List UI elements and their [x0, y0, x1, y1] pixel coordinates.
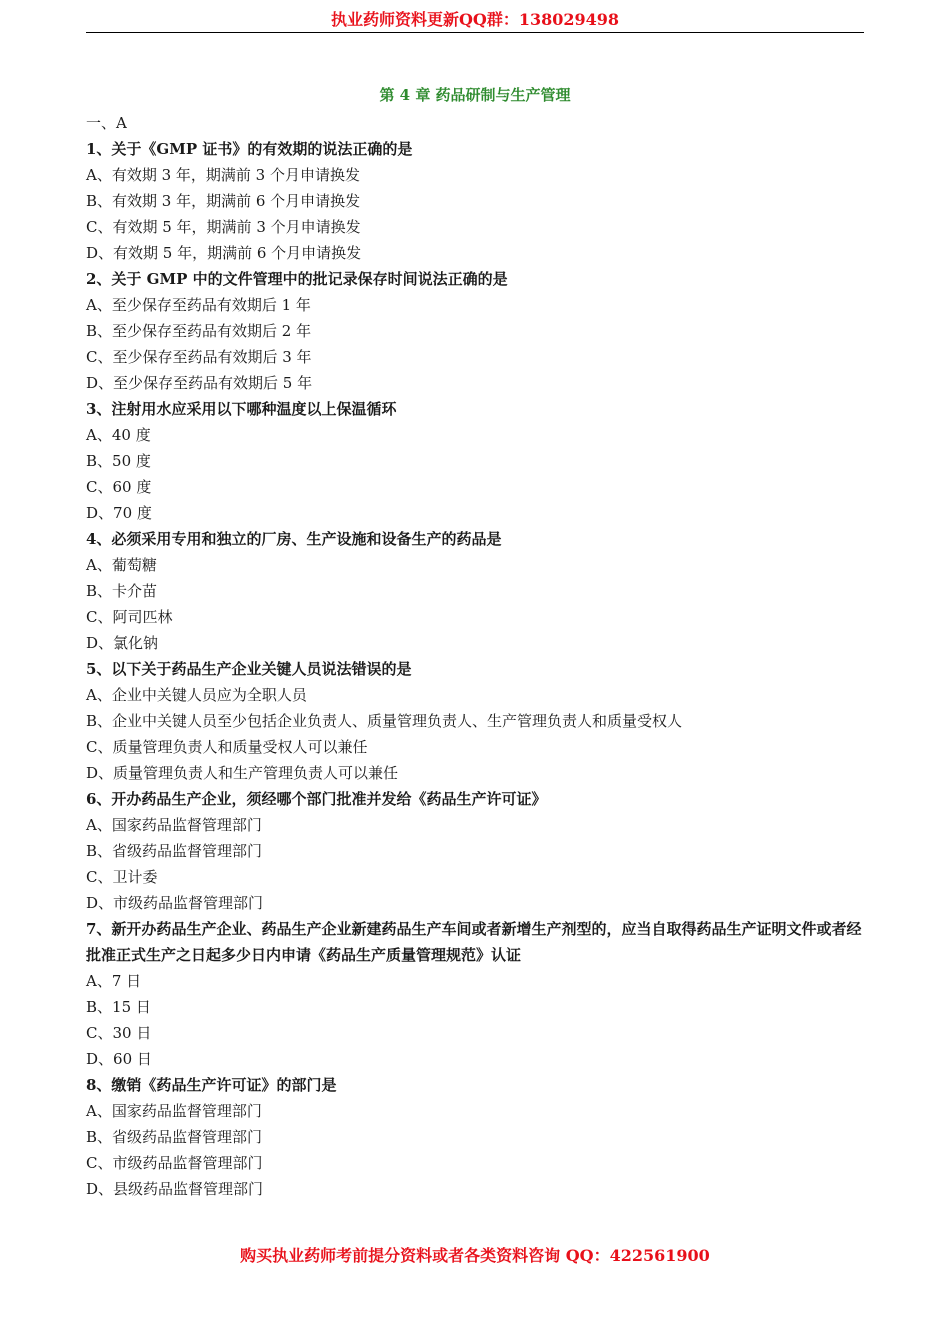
question-list — [86, 110, 866, 1202]
option-b: B、省级药品监督管理部门 — [86, 1128, 263, 1146]
page-footer — [0, 1244, 950, 1268]
option-a: A、国家药品监督管理部门 — [86, 816, 262, 834]
option-d: D、市级药品监督管理部门 — [86, 894, 264, 912]
question-stem: 2、关于 GMP 中的文件管理中的批记录保存时间说法正确的是 — [86, 270, 508, 288]
question-stem: 8、缴销《药品生产许可证》的部门是 — [86, 1076, 337, 1094]
option-c: C、至少保存至药品有效期后 3 年 — [86, 348, 312, 366]
question-block — [86, 1072, 866, 1202]
option-d: D、有效期 5 年，期满前 6 个月申请换发 — [86, 244, 362, 262]
option-b: B、企业中关键人员至少包括企业负责人、质量管理负责人、生产管理负责人和质量受权人 — [86, 712, 683, 730]
option-d: D、60 日 — [86, 1050, 152, 1068]
option-c: C、市级药品监督管理部门 — [86, 1154, 263, 1172]
option-b: B、15 日 — [86, 998, 151, 1016]
header-qq-group-text: 执业药师资料更新QQ群：138029498 — [330, 10, 620, 29]
option-c: C、30 日 — [86, 1024, 152, 1042]
option-c: C、卫计委 — [86, 868, 158, 886]
question-stem: 5、以下关于药品生产企业关键人员说法错误的是 — [86, 660, 412, 678]
question-block — [86, 656, 866, 786]
question-stem: 4、必须采用专用和独立的厂房、生产设施和设备生产的药品是 — [86, 530, 502, 548]
section-label: 一、A — [86, 114, 127, 132]
option-d: D、70 度 — [86, 504, 152, 522]
question-block — [86, 136, 866, 266]
option-d: D、氯化钠 — [86, 634, 159, 652]
option-d: D、质量管理负责人和生产管理负责人可以兼任 — [86, 764, 399, 782]
option-d: D、至少保存至药品有效期后 5 年 — [86, 374, 313, 392]
question-block — [86, 266, 866, 396]
footer-contact-text: 购买执业药师考前提分资料或者各类资料咨询 QQ：422561900 — [240, 1246, 710, 1265]
question-stem: 6、开办药品生产企业，须经哪个部门批准并发给《药品生产许可证》 — [86, 790, 547, 808]
chapter-title: 第 4 章 药品研制与生产管理 — [379, 86, 571, 104]
option-b: B、卡介苗 — [86, 582, 158, 600]
question-block — [86, 396, 866, 526]
question-stem: 3、注射用水应采用以下哪种温度以上保温循环 — [86, 400, 397, 418]
option-a: A、葡萄糖 — [86, 556, 157, 574]
page-header — [86, 8, 864, 33]
option-b: B、50 度 — [86, 452, 151, 470]
option-c: C、60 度 — [86, 478, 152, 496]
option-c: C、有效期 5 年，期满前 3 个月申请换发 — [86, 218, 361, 236]
option-d: D、县级药品监督管理部门 — [86, 1180, 264, 1198]
option-b: B、有效期 3 年，期满前 6 个月申请换发 — [86, 192, 361, 210]
option-b: B、省级药品监督管理部门 — [86, 842, 263, 860]
option-a: A、企业中关键人员应为全职人员 — [86, 686, 307, 704]
option-a: A、国家药品监督管理部门 — [86, 1102, 262, 1120]
option-c: C、质量管理负责人和质量受权人可以兼任 — [86, 738, 368, 756]
question-block — [86, 786, 866, 916]
question-stem: 7、新开办药品生产企业、药品生产企业新建药品生产车间或者新增生产剂型的，应当自取得药品生产证明文件或者经批准正式生产之日起多少日内申请《药品生产质量管理规范》认证 — [86, 920, 862, 964]
question-block — [86, 526, 866, 656]
option-a: A、至少保存至药品有效期后 1 年 — [86, 296, 311, 314]
option-a: A、7 日 — [86, 972, 142, 990]
question-block — [86, 916, 866, 1072]
option-a: A、40 度 — [86, 426, 151, 444]
option-a: A、有效期 3 年，期满前 3 个月申请换发 — [86, 166, 360, 184]
option-b: B、至少保存至药品有效期后 2 年 — [86, 322, 312, 340]
option-c: C、阿司匹林 — [86, 608, 173, 626]
question-stem: 1、关于《GMP 证书》的有效期的说法正确的是 — [86, 140, 413, 158]
